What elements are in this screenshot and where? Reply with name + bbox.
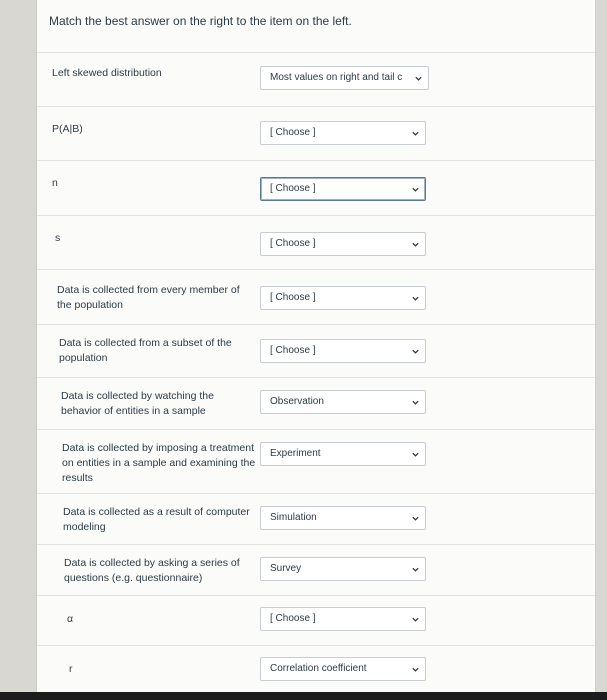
- match-item-n: n: [52, 177, 58, 189]
- chevron-down-icon: [411, 240, 420, 249]
- answer-select-left-skewed[interactable]: [260, 66, 429, 90]
- chevron-down-icon: [411, 450, 420, 459]
- match-item-survey: Data is collected by asking a series of questions (e.g. questionnaire): [64, 557, 240, 584]
- divider: [37, 215, 595, 216]
- chevron-down-icon: [411, 514, 420, 523]
- select-value: [ Choose ]: [270, 238, 316, 249]
- divider: [37, 52, 595, 53]
- select-value: Most values on right and tail c: [270, 72, 403, 83]
- answer-select-survey[interactable]: [260, 557, 426, 581]
- screen-bottom-edge: [0, 692, 607, 700]
- question-prompt: Match the best answer on the right to the item on the left.: [49, 14, 352, 28]
- select-value: [ Choose ]: [270, 292, 316, 303]
- quiz-question-panel: [36, 0, 595, 692]
- answer-select-alpha[interactable]: [260, 607, 426, 631]
- divider: [37, 160, 595, 161]
- answer-select-observation[interactable]: [260, 390, 426, 414]
- match-item-observation: Data is collected by watching the behavior of entities in a sample: [61, 390, 214, 417]
- match-item-conditional-probability: P(A|B): [52, 123, 83, 135]
- chevron-down-icon: [411, 398, 420, 407]
- chevron-down-icon: [411, 665, 420, 674]
- select-value: Correlation coefficient: [270, 663, 367, 674]
- match-item-experiment: Data is collected by imposing a treatment on entities in a sample and examining the results: [62, 442, 256, 484]
- select-value: [ Choose ]: [270, 183, 316, 194]
- answer-select-r[interactable]: [260, 657, 426, 681]
- divider: [37, 595, 595, 596]
- match-item-census: Data is collected from every member of the population: [57, 284, 240, 311]
- chevron-down-icon: [411, 565, 420, 574]
- divider: [37, 429, 595, 430]
- select-value: Survey: [270, 563, 302, 574]
- divider: [37, 324, 595, 325]
- answer-select-conditional-probability[interactable]: [260, 121, 426, 145]
- answer-select-simulation[interactable]: [260, 506, 426, 530]
- select-value: Simulation: [270, 512, 317, 523]
- answer-select-census[interactable]: [260, 286, 426, 310]
- chevron-down-icon: [414, 74, 423, 83]
- answer-select-experiment[interactable]: [260, 442, 426, 466]
- match-item-left-skewed: Left skewed distribution: [52, 67, 162, 79]
- match-item-s: s: [55, 232, 61, 244]
- chevron-down-icon: [411, 294, 420, 303]
- chevron-down-icon: [411, 615, 420, 624]
- chevron-down-icon: [411, 185, 420, 194]
- select-value: [ Choose ]: [270, 127, 316, 138]
- divider: [37, 645, 595, 646]
- match-item-sample: Data is collected from a subset of the population: [59, 337, 232, 364]
- select-value: [ Choose ]: [270, 613, 316, 624]
- divider: [37, 493, 595, 494]
- match-item-simulation: Data is collected as a result of computer modeling: [63, 506, 250, 533]
- select-value: Observation: [270, 396, 324, 407]
- answer-select-sample[interactable]: [260, 339, 426, 363]
- chevron-down-icon: [411, 129, 420, 138]
- divider: [37, 377, 595, 378]
- match-item-r: r: [69, 663, 73, 675]
- select-value: Experiment: [270, 448, 321, 459]
- divider: [37, 269, 595, 270]
- divider: [37, 544, 595, 545]
- answer-select-s[interactable]: [260, 232, 426, 256]
- divider: [37, 106, 595, 107]
- chevron-down-icon: [411, 347, 420, 356]
- match-item-alpha: α: [67, 613, 74, 625]
- select-value: [ Choose ]: [270, 345, 316, 356]
- answer-select-n[interactable]: [260, 177, 426, 201]
